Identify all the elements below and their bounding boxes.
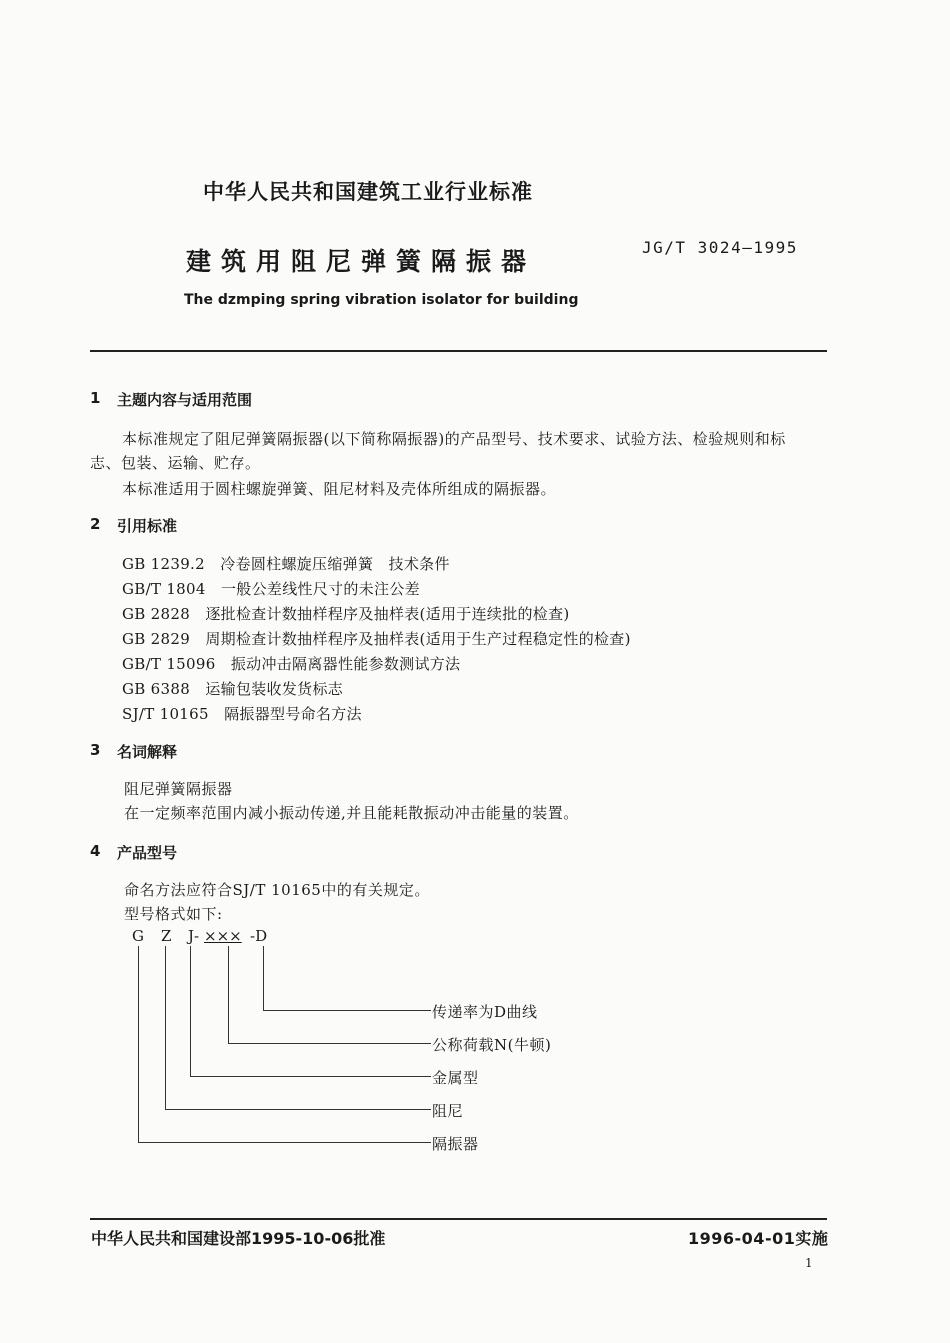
section-1-paragraph-1-line-2: 志、包装、运输、贮存。 (90, 454, 261, 472)
connector-line (228, 1043, 431, 1044)
connector-line (263, 1010, 431, 1011)
code-letter-g: G (132, 927, 144, 945)
reference-item: GB/T 15096 振动冲击隔离器性能参数测试方法 (122, 655, 461, 673)
label-isolator: 隔振器 (432, 1135, 479, 1153)
reference-item: GB 6388 运输包装收发货标志 (122, 680, 344, 698)
reference-item: GB 2828 逐批检查计数抽样程序及抽样表(适用于连续批的检查) (122, 605, 570, 623)
reference-item: GB 1239.2 冷卷圆柱螺旋压缩弹簧 技术条件 (122, 555, 450, 573)
section-4-number: 4 (90, 842, 101, 860)
code-suffix-d: -D (250, 927, 268, 945)
reference-item: GB/T 1804 一般公差线性尺寸的未注公差 (122, 580, 420, 598)
connector-line (138, 1142, 431, 1143)
label-metal-type: 金属型 (432, 1069, 479, 1087)
reference-item: GB 2829 周期检查计数抽样程序及抽样表(适用于生产过程稳定性的检查) (122, 630, 631, 648)
english-title: The dzmping spring vibration isolator for building (184, 292, 579, 308)
section-3-title: 名词解释 (117, 743, 178, 761)
org-title: 中华人民共和国建筑工业行业标准 (203, 180, 533, 204)
section-1-number: 1 (90, 389, 101, 407)
code-letter-z: Z (161, 927, 172, 945)
label-nominal-load: 公称荷载N(牛顿) (432, 1036, 552, 1054)
connector-line (165, 1109, 431, 1110)
section-2-title: 引用标准 (117, 517, 178, 535)
label-damping: 阻尼 (432, 1102, 464, 1120)
section-1-paragraph-2: 本标准适用于圆柱螺旋弹簧、阻尼材料及壳体所组成的隔振器。 (122, 480, 557, 498)
label-transmissibility: 传递率为D曲线 (432, 1003, 538, 1021)
section-1-title: 主题内容与适用范围 (117, 391, 253, 409)
connector-line (228, 946, 229, 1044)
section-4-paragraph-2: 型号格式如下: (124, 905, 223, 923)
section-3-number: 3 (90, 741, 101, 759)
code-letter-j: J- (188, 927, 200, 945)
section-4-title: 产品型号 (117, 844, 178, 862)
connector-line (263, 946, 264, 1011)
approval-line: 中华人民共和国建设部1995-10-06批准 (91, 1229, 386, 1248)
section-1-paragraph-1-line-1: 本标准规定了阻尼弹簧隔振器(以下简称隔振器)的产品型号、技术要求、试验方法、检验规则和标 (122, 430, 786, 448)
connector-line (190, 946, 191, 1077)
connector-line (138, 946, 139, 1143)
page-number: 1 (805, 1256, 813, 1270)
term-definition: 在一定频率范围内减小振动传递,并且能耗散振动冲击能量的装置。 (124, 804, 579, 822)
connector-line (165, 946, 166, 1110)
term: 阻尼弹簧隔振器 (124, 780, 233, 798)
standard-number: JG/T 3024—1995 (642, 238, 798, 257)
connector-line (190, 1076, 431, 1077)
section-2-number: 2 (90, 515, 101, 533)
code-load-placeholder: ××× (204, 927, 242, 945)
doc-title: 建筑用阻尼弹簧隔振器 (186, 247, 537, 276)
effective-date: 1996-04-01实施 (688, 1229, 829, 1248)
reference-item: SJ/T 10165 隔振器型号命名方法 (122, 705, 362, 723)
footer-rule (90, 1218, 827, 1220)
section-4-paragraph-1: 命名方法应符合SJ/T 10165中的有关规定。 (124, 881, 430, 899)
header-rule (90, 350, 827, 352)
